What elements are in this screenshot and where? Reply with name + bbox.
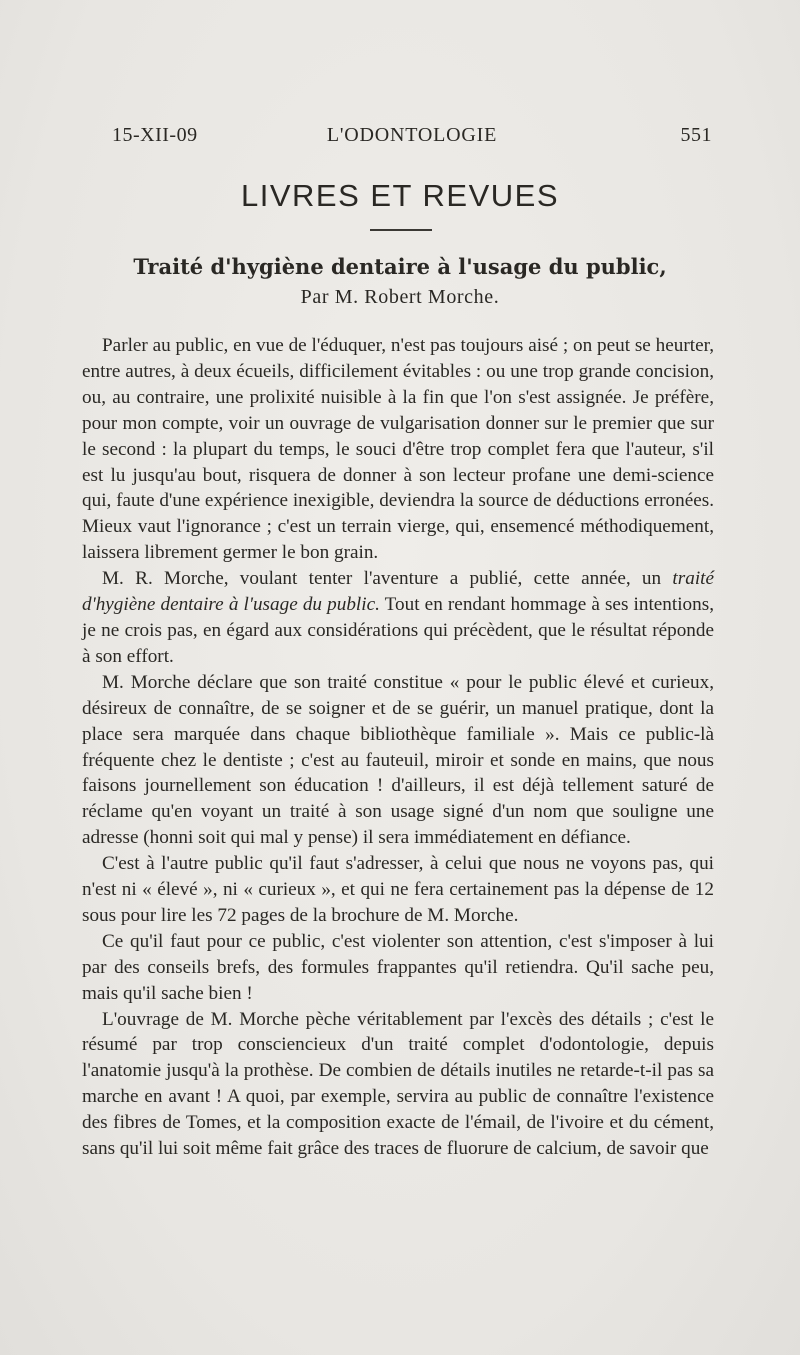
paragraph-text: M. R. Morche, voulant tenter l'aventure a publié, cette année, un — [102, 568, 673, 590]
section-title: LIVRES ET REVUES — [240, 178, 560, 213]
paragraph: L'ouvrage de M. Morche pèche véritablement par l'excès des détails ; c'est le résumé par trop consciencieux d'un traité complet d'odontologie, depuis l'anatomie jusqu'à la prothèse. De combien de détails inutiles ne retarde-t-il pas sa marche en avant ! A quoi, par exemple, servira au public de connaître l'existence des fibres de Tomes, et la composition exacte de l'émail, de l'ivoire et du cément, sans qu'il lui soit même fait grâce des traces de fluorure de calcium, de savoir que — [82, 1008, 714, 1160]
header-journal-name: L'ODONTOLOGIE — [326, 124, 498, 146]
paragraph: C'est à l'autre public qu'il faut s'adresser, à celui que nous ne voyons pas, qui n'est ni « élevé », ni « curieux », et qui ne fera certainement pas la dépense de 12 sous pour lire les 72 pages de la brochure de M. Morche. — [82, 853, 714, 926]
paragraph: M. Morche déclare que son traité constitue « pour le public élevé et curieux, désireux de connaître, de se soigner et de se guérir, un manuel pratique, dont la place sera marquée dans chaque bibliothèque familiale ». Mais ce public-là fréquente chez le dentiste ; c'est au fauteuil, miroir et sonde en mains, que nous faisons journellement son éducation ! d'ailleurs, il est déjà tellement saturé de réclame qu'en voyant un traité à son usage signé d'un nom que souligne une adresse (honni soit qui mal y pense) il sera immédiatement en défiance. — [82, 671, 714, 849]
article-body — [82, 333, 714, 1162]
article-author: Par M. Robert Morche. — [300, 286, 500, 308]
paragraph — [82, 566, 714, 670]
paragraph-text: Tout en rendant hommage à ses intentions, je ne crois pas, en égard aux considérations qui précèdent, que le résultat réponde à son effort. — [82, 594, 715, 667]
paragraph: Parler au public, en vue de l'éduquer, n'est pas toujours aisé ; on peut se heurter, entre autres, à deux écueils, difficilement évitables : ou une trop grande concision, ou, au contraire, une prolixité nuisible à la fin que l'on s'est assignée. Je préfère, pour mon compte, voir un ouvrage de vulgarisation donner sur le premier que sur le second : la plupart du temps, le souci d'être trop complet fera que l'auteur, s'il est lu jusqu'au bout, risquera de donner à son lecteur profane une demi-science qui, faute d'une expérience inexigible, deviendra la source de déductions erronées. Mieux vaut l'ignorance ; c'est un terrain vierge, qui, ensemencé méthodiquement, laissera librement germer le bon grain. — [82, 335, 714, 564]
title-divider — [370, 229, 432, 231]
paragraph: Ce qu'il faut pour ce public, c'est violenter son attention, c'est s'imposer à lui par des conseils brefs, des formules frappantes qu'il retiendra. Qu'il sache peu, mais qu'il sache bien ! — [82, 930, 714, 1004]
running-header — [112, 124, 712, 154]
header-page-number: 551 — [680, 124, 712, 146]
book-title-italic: traité d'hygiène dentaire à l'usage du public. — [82, 568, 714, 616]
article-title: Traité d'hygiène dentaire à l'usage du public, — [133, 254, 667, 279]
header-date: 15-XII-09 — [112, 124, 198, 146]
